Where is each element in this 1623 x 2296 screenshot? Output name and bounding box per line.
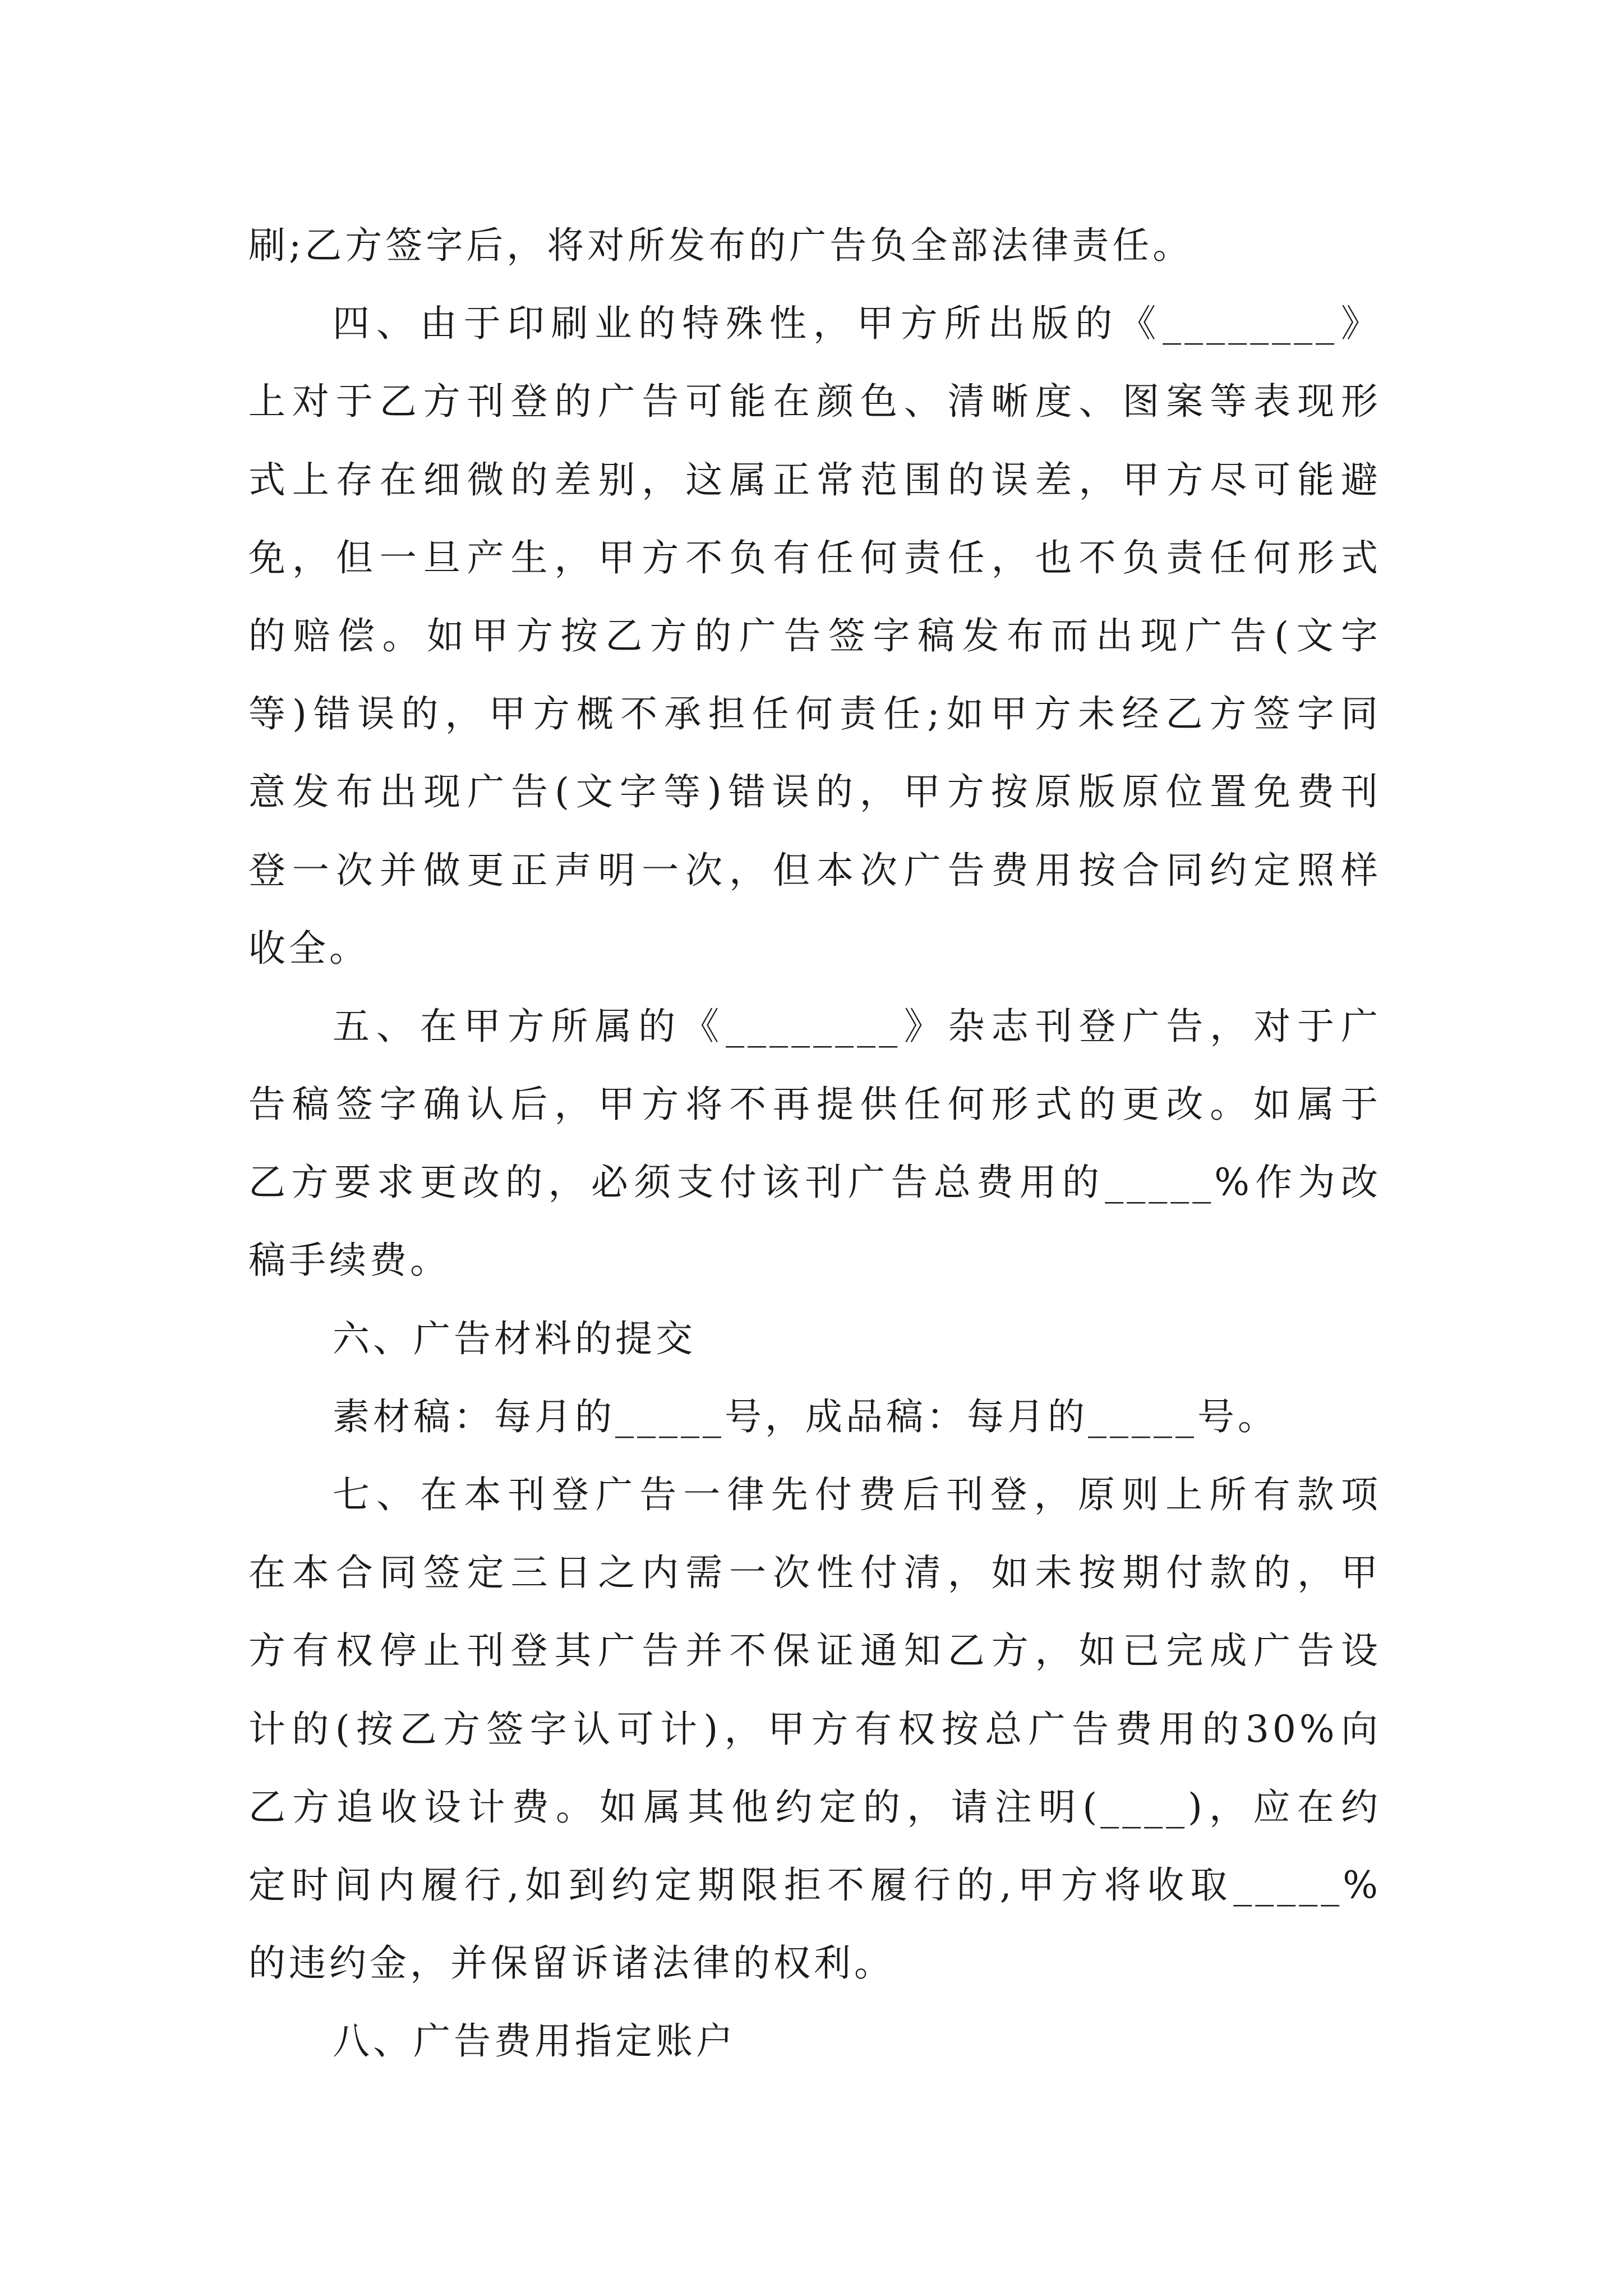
text-line: 方有权停止刊登其广告并不保证通知乙方，如已完成广告设: [248, 1629, 1381, 1673]
clause-6-heading-line: 六、广告材料的提交: [333, 1317, 696, 1360]
document-body: [248, 206, 1381, 2081]
text-line: 意发布出现广告(文字等)错误的，甲方按原版原位置免费刊: [248, 770, 1381, 814]
text-line: 稿手续费。: [248, 1239, 450, 1282]
text-line: 收全。: [248, 926, 370, 970]
text-line: 上对于乙方刊登的广告可能在颜色、清晰度、图案等表现形: [248, 380, 1381, 424]
text-line: 告稿签字确认后，甲方将不再提供任何形式的更改。如属于: [248, 1083, 1381, 1126]
text-line: 等)错误的，甲方概不承担任何责任;如甲方未经乙方签字同: [248, 692, 1381, 736]
material-submission-line: 素材稿：每月的_____号，成品稿：每月的_____号。: [333, 1395, 1278, 1438]
text-line: 定时间内履行,如到约定期限拒不履行的,甲方将收取_____%: [248, 1863, 1381, 1907]
clause-8-heading-line: 八、广告费用指定账户: [333, 2019, 736, 2063]
text-line: 的违约金，并保留诉诸法律的权利。: [248, 1941, 895, 1985]
text-line: 式上存在细微的差别，这属正常范围的误差，甲方尽可能避: [248, 458, 1381, 501]
text-line: 的赔偿。如甲方按乙方的广告签字稿发布而出现广告(文字: [248, 614, 1381, 657]
text-line: 在本合同签定三日之内需一次性付清，如未按期付款的，甲: [248, 1551, 1381, 1595]
text-line: 乙方追收设计费。如属其他约定的，请注明(____)，应在约: [248, 1785, 1381, 1829]
text-line: 刷;乙方签字后，将对所发布的广告负全部法律责任。: [248, 224, 1193, 267]
text-line: 计的(按乙方签字认可计)，甲方有权按总广告费用的30%向: [248, 1707, 1381, 1751]
text-line: 乙方要求更改的，必须支付该刊广告总费用的_____%作为改: [248, 1161, 1381, 1204]
clause-5-heading-line: 五、在甲方所属的《________》杂志刊登广告，对于广: [333, 1004, 1381, 1048]
text-line: 免，但一旦产生，甲方不负有任何责任，也不负责任何形式: [248, 536, 1381, 579]
text-line: 登一次并做更正声明一次，但本次广告费用按合同约定照样: [248, 848, 1381, 892]
clause-4-heading-line: 四、由于印刷业的特殊性，甲方所出版的《________》: [333, 302, 1381, 346]
clause-7-heading-line: 七、在本刊登广告一律先付费后刊登，原则上所有款项: [333, 1473, 1381, 1516]
